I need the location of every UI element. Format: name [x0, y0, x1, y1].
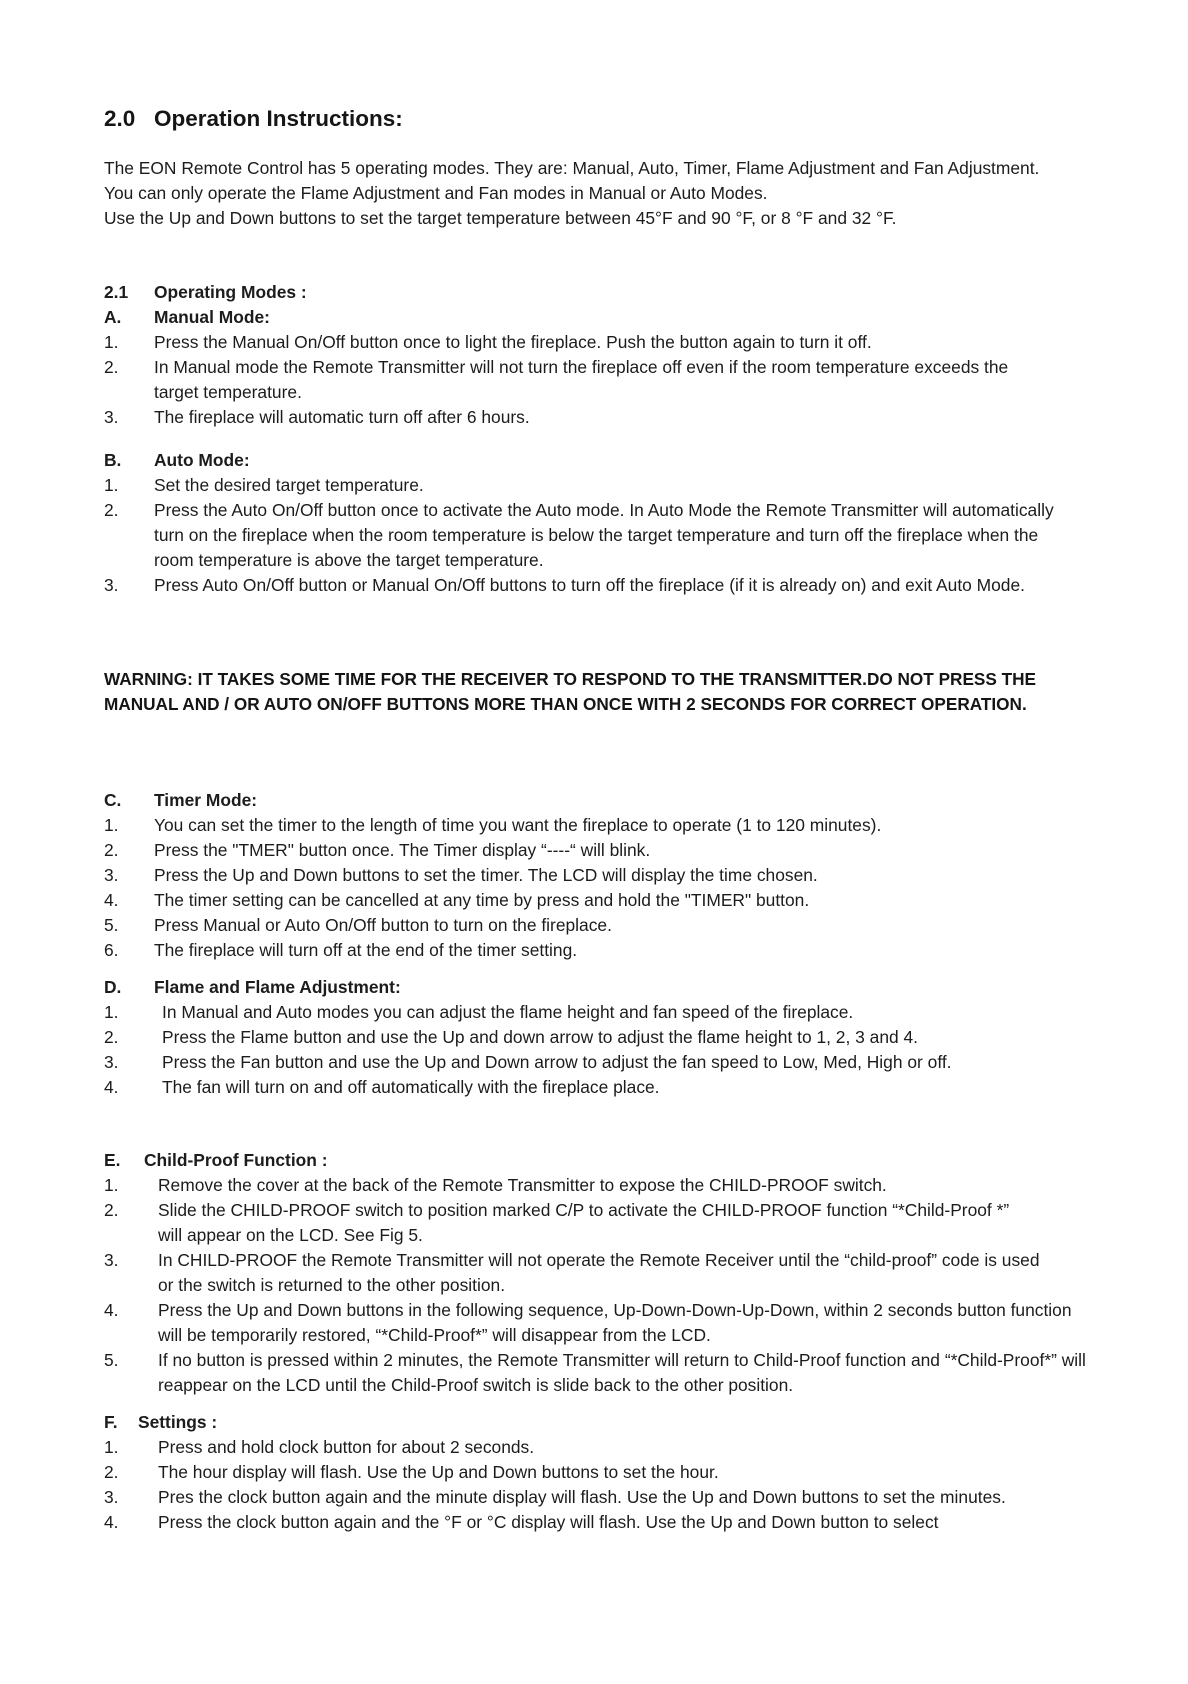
section-heading	[104, 305, 1104, 330]
list-item	[104, 1173, 1104, 1198]
section-child-proof	[104, 1148, 1104, 1398]
page-title	[104, 104, 403, 134]
item-number: 2.	[104, 357, 119, 377]
list-item	[104, 1298, 1088, 1348]
item-text: Press the Up and Down buttons to set the timer. The LCD will display the time chosen.	[154, 865, 818, 885]
section-manual-mode	[104, 280, 1104, 430]
list-item	[104, 1075, 1104, 1100]
list-item	[104, 1000, 1104, 1025]
section-heading	[104, 975, 1104, 1000]
section-letter: B.	[104, 450, 122, 470]
item-text: Press Manual or Auto On/Off button to turn on the fireplace.	[154, 915, 612, 935]
item-number: 3.	[104, 407, 119, 427]
item-number: 4.	[104, 1300, 119, 1320]
list-item	[104, 813, 1104, 838]
list-item	[104, 573, 1054, 598]
list-item	[104, 1248, 1058, 1298]
item-number: 2.	[104, 500, 119, 520]
item-text: The fan will turn on and off automatically with the fireplace place.	[162, 1077, 660, 1097]
item-text: The hour display will flash. Use the Up and Down buttons to set the hour.	[158, 1462, 719, 1482]
list-item	[104, 1348, 1088, 1398]
list-item	[104, 405, 1104, 430]
item-text: Press Auto On/Off button or Manual On/Off buttons to turn off the fireplace (if it is already on) and exit Auto Mode.	[154, 575, 1025, 595]
item-number: 2.	[104, 1027, 119, 1047]
item-text: Press the Flame button and use the Up and down arrow to adjust the flame height to 1, 2, 3 and 4.	[162, 1027, 918, 1047]
section-title: Timer Mode:	[154, 790, 258, 810]
section-21-heading	[104, 280, 1104, 305]
item-text: Pres the clock button again and the minute display will flash. Use the Up and Down buttons to set the minutes.	[158, 1487, 1006, 1507]
section-title: Auto Mode:	[154, 450, 250, 470]
item-text: Set the desired target temperature.	[154, 475, 424, 495]
item-text: You can set the timer to the length of time you want the fireplace to operate (1 to 120 minutes).	[154, 815, 882, 835]
item-number: 4.	[104, 1512, 119, 1532]
list-item	[104, 1435, 1104, 1460]
list-item	[104, 1460, 1104, 1485]
item-text: Press and hold clock button for about 2 seconds.	[158, 1437, 535, 1457]
item-number: 5.	[104, 915, 119, 935]
warning-notice: WARNING: IT TAKES SOME TIME FOR THE RECEIVER TO RESPOND TO THE TRANSMITTER.DO NOT PRESS THE MANUAL AND / OR AUTO ON/OFF BUTTONS MORE THAN ONCE WITH 2 SECONDS FOR CORRECT OPERATION.	[104, 669, 1036, 714]
item-text: The fireplace will automatic turn off after 6 hours.	[154, 407, 530, 427]
intro-paragraph	[104, 156, 1104, 231]
section-settings	[104, 1410, 1104, 1535]
item-number: 4.	[104, 1077, 119, 1097]
item-number: 2.	[104, 840, 119, 860]
item-text: The fireplace will turn off at the end of the timer setting.	[154, 940, 578, 960]
section-title: Child-Proof Function :	[144, 1150, 328, 1170]
section-letter: C.	[104, 790, 122, 810]
list-item	[104, 473, 1104, 498]
section-title: Settings :	[138, 1412, 218, 1432]
item-text: In Manual and Auto modes you can adjust the flame height and fan speed of the fireplace.	[162, 1002, 854, 1022]
section-heading	[104, 448, 1104, 473]
title-number: 2.0	[104, 106, 136, 131]
item-text: Press the Manual On/Off button once to light the fireplace. Push the button again to turn it off.	[154, 332, 872, 352]
section-heading	[104, 1148, 1104, 1173]
item-number: 1.	[104, 815, 119, 835]
section-21-number: 2.1	[104, 282, 129, 302]
section-title: Manual Mode:	[154, 307, 270, 327]
section-letter: D.	[104, 977, 122, 997]
item-text: In CHILD-PROOF the Remote Transmitter will not operate the Remote Receiver until the “child-proof” code is used or the switch is returned to the other position.	[158, 1250, 1040, 1295]
section-letter: F.	[104, 1412, 118, 1432]
list-item	[104, 355, 1034, 405]
list-item	[104, 1025, 1104, 1050]
item-number: 3.	[104, 575, 119, 595]
item-text: Slide the CHILD-PROOF switch to position marked C/P to activate the CHILD-PROOF function “*Child-Proof *” will appear on the LCD. See Fig 5.	[158, 1200, 1010, 1245]
item-number: 4.	[104, 890, 119, 910]
list-item	[104, 498, 1054, 573]
item-text: If no button is pressed within 2 minutes, the Remote Transmitter will return to Child-Proof function and “*Child-Proof*” will reappear on the LCD until the Child-Proof switch is slide back to the other position.	[158, 1350, 1086, 1395]
item-text: Press the "TMER" button once. The Timer display “----“ will blink.	[154, 840, 651, 860]
item-text: Press the Fan button and use the Up and Down arrow to adjust the fan speed to Low, Med, High or off.	[162, 1052, 952, 1072]
item-number: 1.	[104, 475, 119, 495]
item-number: 1.	[104, 1437, 119, 1457]
item-number: 3.	[104, 865, 119, 885]
item-number: 3.	[104, 1052, 119, 1072]
list-item	[104, 888, 1104, 913]
list-item	[104, 1510, 1118, 1535]
item-number: 2.	[104, 1200, 119, 1220]
list-item	[104, 913, 1104, 938]
list-item	[104, 1485, 1058, 1510]
item-number: 3.	[104, 1487, 119, 1507]
item-number: 2.	[104, 1462, 119, 1482]
item-text: Press the Auto On/Off button once to activate the Auto mode. In Auto Mode the Remote Transmitter will automatically turn on the fireplace when the room temperature is below the target temperature and turn off the fireplace when the room temperature is above the target temperature.	[154, 500, 1054, 570]
section-21-label: Operating Modes :	[154, 282, 307, 302]
list-item	[104, 838, 1104, 863]
title-text: Operation Instructions:	[154, 106, 403, 131]
item-text: In Manual mode the Remote Transmitter will not turn the fireplace off even if the room temperature exceeds the target temperature.	[154, 357, 1009, 402]
section-timer-mode	[104, 788, 1104, 963]
item-number: 6.	[104, 940, 119, 960]
section-title: Flame and Flame Adjustment:	[154, 977, 401, 997]
list-item	[104, 1198, 1038, 1248]
item-text: The timer setting can be cancelled at any time by press and hold the "TIMER" button.	[154, 890, 810, 910]
section-heading	[104, 1410, 1104, 1435]
item-number: 1.	[104, 1175, 119, 1195]
section-letter: E.	[104, 1150, 121, 1170]
intro-line: Use the Up and Down buttons to set the target temperature between 45°F and 90 °F, or 8 °F and 32 °F.	[104, 208, 897, 228]
section-flame-adjustment	[104, 975, 1104, 1100]
item-number: 1.	[104, 332, 119, 352]
list-item	[104, 330, 1104, 355]
intro-line: The EON Remote Control has 5 operating modes. They are: Manual, Auto, Timer, Flame Adjustment and Fan Adjustment.	[104, 158, 1040, 178]
item-text: Press the clock button again and the °F or °C display will flash. Use the Up and Down button to select	[158, 1512, 939, 1532]
section-letter: A.	[104, 307, 122, 327]
section-auto-mode	[104, 448, 1104, 598]
item-number: 3.	[104, 1250, 119, 1270]
section-heading	[104, 788, 1104, 813]
list-item	[104, 863, 1104, 888]
item-text: Press the Up and Down buttons in the following sequence, Up-Down-Down-Up-Down, within 2 seconds button function will be temporarily restored, “*Child-Proof*” will disappear from the LCD.	[158, 1300, 1072, 1345]
item-number: 5.	[104, 1350, 119, 1370]
item-text: Remove the cover at the back of the Remote Transmitter to expose the CHILD-PROOF switch.	[158, 1175, 887, 1195]
list-item	[104, 938, 1104, 963]
item-number: 1.	[104, 1002, 119, 1022]
intro-line: You can only operate the Flame Adjustment and Fan modes in Manual or Auto Modes.	[104, 183, 768, 203]
list-item	[104, 1050, 1104, 1075]
